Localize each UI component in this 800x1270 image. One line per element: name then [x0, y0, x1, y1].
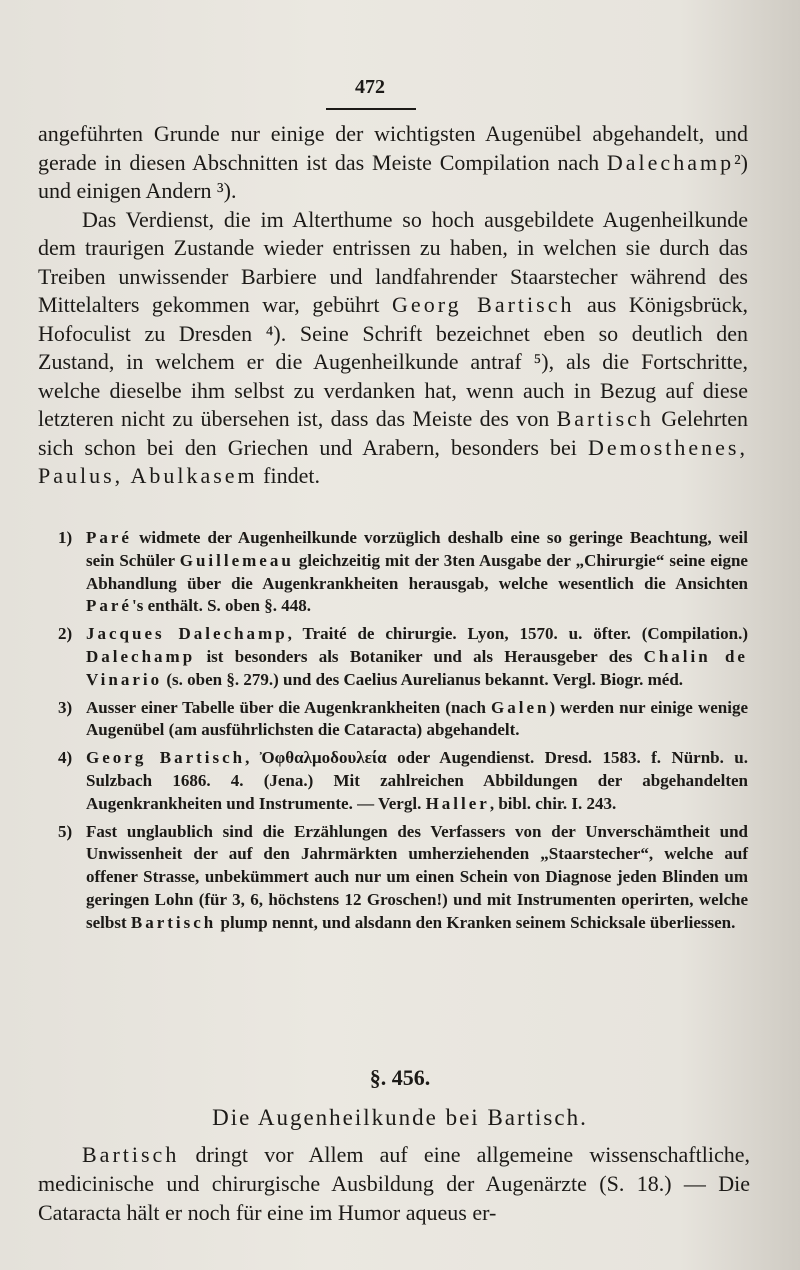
- author-name: Bartisch: [82, 1142, 180, 1167]
- section-number: §. 456.: [369, 1065, 431, 1090]
- page-number: 472: [355, 76, 385, 98]
- paragraph-1: angeführten Grunde nur einige der wichtigsten Augenübel abgehandelt, und gerade in diesen Abschnitten ist das Meiste Compilation nach Dalechamp²) und einigen Andern ³).: [38, 121, 748, 203]
- paragraph-2: Das Verdienst, die im Alterthume so hoch ausgebildete Augenheilkunde dem traurigen Zustande wieder entrissen zu haben, in welchen sie durch das Treiben unwissender Barbiere und landfahrender Staarstecher während des Mittelalters gekommen war, gebührt Georg Bartisch aus Königsbrück, Hofoculist zu Dresden ⁴). Seine Schrift bezeichnet eben so deutlich den Zustand, in welchem er die Augenheilkunde antraf ⁵), als die Fortschritte, welche dieselbe ihm selbst zu verdanken hat, wenn auch in Bezug auf diese letzteren nicht zu übersehen ist, dass das Meiste des von Bartisch Gelehrten sich schon bei den Griechen und Arabern, besonders bei Demosthenes, Paulus, Abulkasem findet.: [38, 206, 748, 488]
- header-rule: [326, 108, 416, 110]
- footnotes: [58, 527, 748, 940]
- author-name: Dalechamp: [606, 149, 735, 175]
- author-name: Demosthenes, Paulus, Abulkasem: [38, 434, 748, 488]
- author-name: Bartisch: [556, 406, 654, 431]
- author-name: Georg Bartisch: [392, 292, 575, 317]
- main-text: [38, 120, 748, 491]
- paragraph-3: Bartisch dringt vor Allem auf eine allgemeine wissenschaftliche, medicinische und chirurgische Ausbildung der Augenärzte (S. 18.) — Die Cataracta hält er noch für eine im Humor aqueus er-: [38, 1142, 750, 1225]
- section-title: Die Augenheilkunde bei Bartisch.: [212, 1105, 588, 1130]
- footnote-4: 4) Georg Bartisch, Ὀφθαλμοδουλεία oder Augendienst. Dresd. 1583. f. Nürnb. u. Sulzbach 1686. 4. (Jena.) Mit zahlreichen Abbildungen der abgehandelten Augenkrankheiten und Instrumente. — Vergl. Haller, bibl. chir. I. 243.: [58, 748, 749, 813]
- footnote-2: 2) Jacques Dalechamp, Traité de chirurgie. Lyon, 1570. u. öfter. (Compilation.) Dalechamp ist besonders als Botaniker und als Herausgeber des Chalin de Vinario (s. oben §. 279.) und des Caelius Aurelianus bekannt. Vergl. Biogr. méd.: [58, 624, 748, 689]
- footnote-3: 3) Ausser einer Tabelle über die Augenkrankheiten (nach Galen) werden nur einige wenige Augenübel (am ausführlichsten die Cataracta) abgehandelt.: [58, 697, 748, 740]
- section-text: [38, 1140, 750, 1227]
- footnote-1: 1) Paré widmete der Augenheilkunde vorzüglich deshalb eine so geringe Beachtung, weil sein Schüler Guillemeau gleichzeitig mit der 3ten Ausgabe der „Chirurgie“ seine eigne Abhandlung über die Augenkrankheiten herausgab, welche wesentlich die Ansichten Paré's enthält. S. oben §. 448.: [58, 528, 748, 616]
- footnote-5: 5) Fast unglaublich sind die Erzählungen des Verfassers von der Unverschämtheit und Unwissenheit der auf den Jahrmärkten umherziehenden „Staarstecher“, welche auf offener Strasse, unbekümmert auch nur um einen Schein von Diagnose jeden Blinden um geringen Lohn (für 3, 6, höchstens 12 Groschen!) und mit Instrumenten operirten, welche selbst Bartisch plump nennt, und alsdann den Kranken seinem Schicksale überliessen.: [58, 821, 748, 932]
